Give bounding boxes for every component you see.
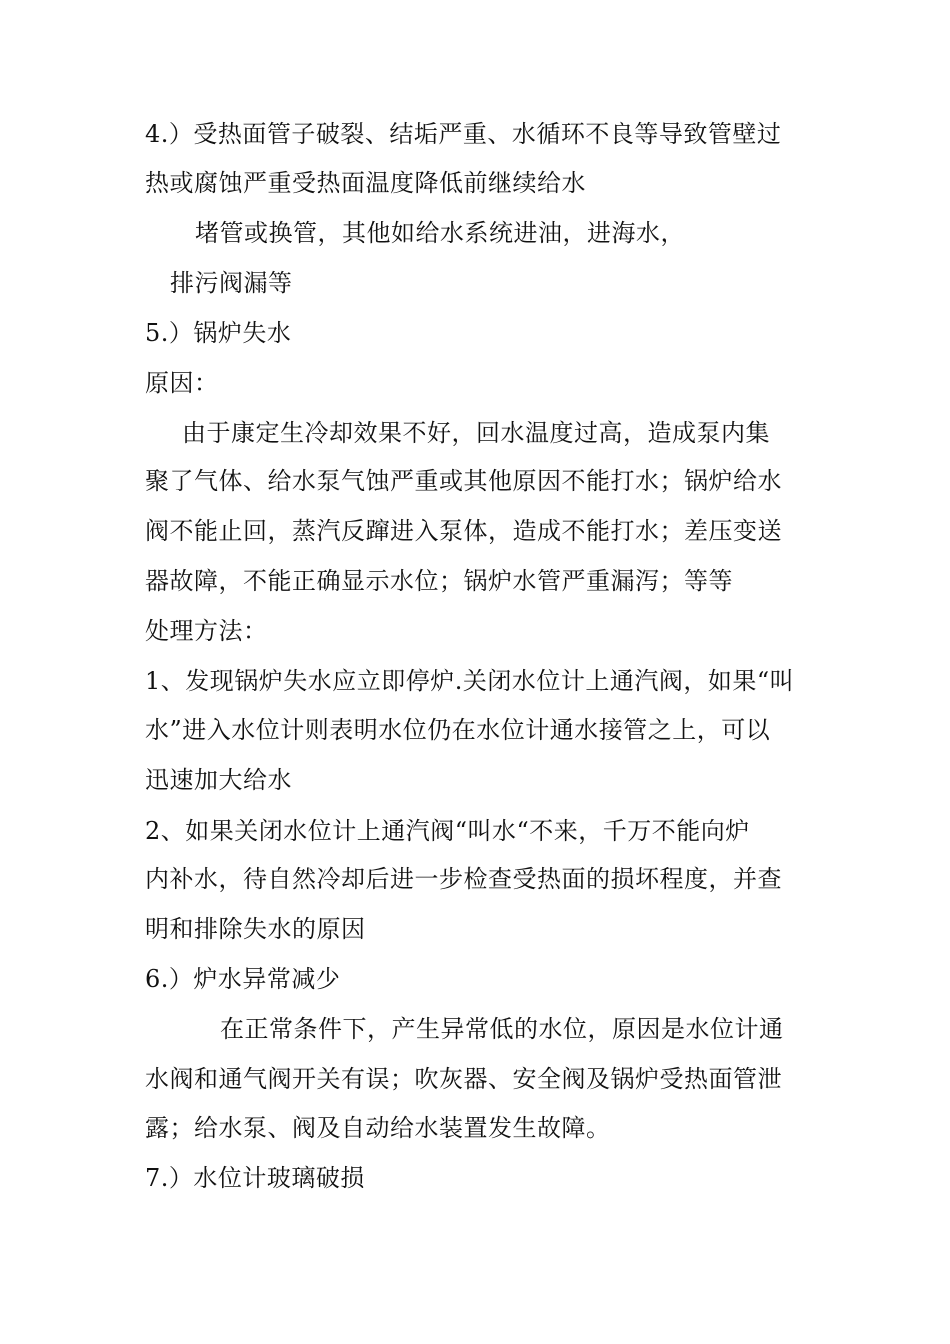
section-heading: 7.）水位计玻璃破损 <box>145 1164 365 1192</box>
text-line: 1、发现锅炉失水应立即停炉.关闭水位计上通汽阀，如果“叫 <box>145 667 795 695</box>
text-line: 明和排除失水的原因 <box>145 915 366 943</box>
text-line: 迅速加大给水 <box>145 766 292 794</box>
text-line: 堵管或换管，其他如给水系统进油，进海水， <box>195 219 685 247</box>
section-heading: 6.）炉水异常减少 <box>145 965 341 993</box>
text-line: 聚了气体、给水泵气蚀严重或其他原因不能打水；锅炉给水 <box>145 467 782 495</box>
text-line: 排污阀漏等 <box>170 269 293 297</box>
text-line: 阀不能止回，蒸汽反蹿进入泵体，造成不能打水；差压变送 <box>145 517 782 545</box>
text-line: 在正常条件下，产生异常低的水位，原因是水位计通 <box>220 1015 784 1043</box>
text-line: 由于康定生冷却效果不好，回水温度过高，造成泵内集 <box>182 419 770 447</box>
text-line: 4.）受热面管子破裂、结垢严重、水循环不良等导致管壁过 <box>145 120 782 148</box>
subheading: 处理方法： <box>145 617 268 645</box>
text-line: 水阀和通气阀开关有误；吹灰器、安全阀及锅炉受热面管泄 <box>145 1065 782 1093</box>
text-line: 器故障，不能正确显示水位；锅炉水管严重漏泻；等等 <box>145 567 733 595</box>
subheading: 原因： <box>145 369 219 397</box>
text-line: 水”进入水位计则表明水位仍在水位计通水接管之上，可以 <box>145 716 771 744</box>
text-line: 露；给水泵、阀及自动给水装置发生故障。 <box>145 1114 611 1142</box>
section-heading: 5.）锅炉失水 <box>145 319 292 347</box>
text-line: 2、如果关闭水位计上通汽阀“叫水“不来，千万不能向炉 <box>145 817 750 845</box>
text-line: 热或腐蚀严重受热面温度降低前继续给水 <box>145 169 586 197</box>
text-line: 内补水，待自然冷却后进一步检查受热面的损坏程度，并查 <box>145 865 782 893</box>
